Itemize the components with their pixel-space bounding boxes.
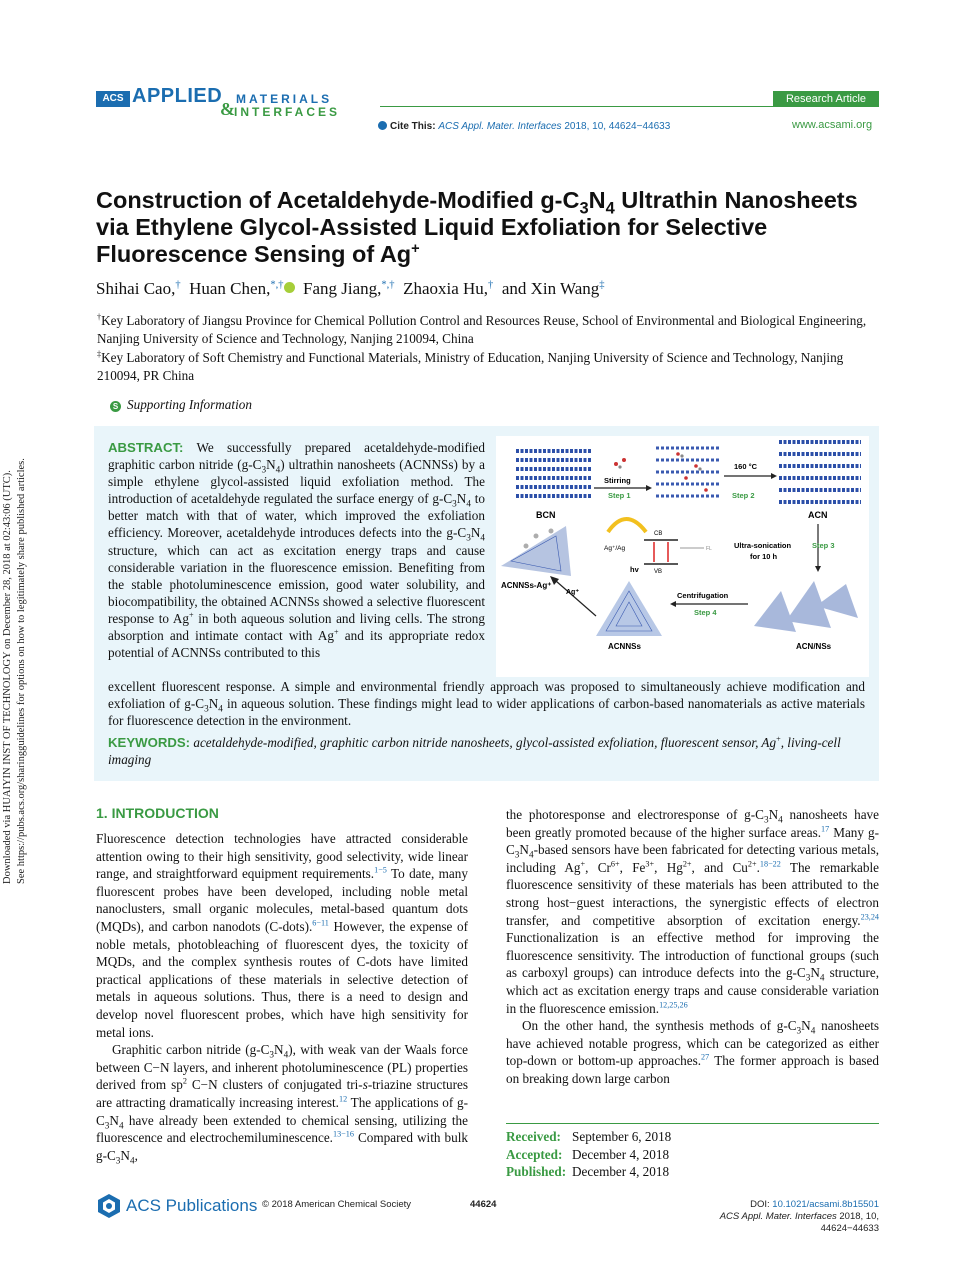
toc-label-step2: Step 2: [732, 491, 755, 500]
author-name[interactable]: Huan Chen,: [189, 279, 271, 298]
ref-link[interactable]: 18−22: [759, 859, 781, 869]
toc-label-fl: FL: [706, 546, 712, 552]
toc-label-step3: Step 3: [812, 541, 835, 550]
affiliation-1: †Key Laboratory of Jiangsu Province for Chemical Pollution Control and Resources Reuse, School of Environmental and Biological Engineering, Nanjing University of Science and Technology, Nanjing 210094, China: [97, 312, 867, 346]
supporting-info-icon: S: [110, 401, 121, 412]
page-number: 44624: [470, 1199, 497, 1210]
ref-link[interactable]: 6−11: [312, 918, 329, 928]
download-notice-line1: Downloaded via HUAIYIN INST OF TECHNOLOGY on December 28, 2018 at 02:43:06 (UTC).: [2, 470, 13, 884]
cite-icon: [378, 121, 387, 130]
acn-nss-sheets-graphic: [754, 581, 858, 632]
acnnss-sheet-graphic: [596, 581, 662, 636]
toc-label-acnns: ACN/NSs: [796, 642, 832, 651]
toc-label-ultra: Ultra-sonication: [734, 541, 792, 550]
ref-link[interactable]: 13−16: [332, 1129, 354, 1139]
website-link[interactable]: www.acsami.org: [792, 119, 873, 131]
author-name[interactable]: Zhaoxia Hu,: [403, 279, 489, 298]
toc-graphic: [496, 436, 869, 677]
intermediate-layers-graphic: [656, 448, 721, 496]
acn-layers-graphic: [779, 442, 861, 502]
date-accepted: Accepted: December 4, 2018: [506, 1146, 670, 1162]
cite-journal[interactable]: ACS Appl. Mater. Interfaces: [438, 121, 562, 132]
cite-label: Cite This:: [390, 121, 436, 132]
energy-diagram-graphic: [608, 519, 704, 564]
ref-link[interactable]: 12: [338, 1094, 348, 1104]
ref-link[interactable]: 23,24: [860, 912, 879, 922]
toc-label-ultra2: for 10 h: [750, 552, 778, 561]
toc-label-step4: Step 4: [694, 608, 717, 617]
intro-left-column: [96, 830, 468, 1164]
article-type-badge: Research Article: [773, 91, 879, 107]
ref-link[interactable]: 17: [821, 824, 830, 834]
toc-label-acnnss-ag: ACNNSs-Ag⁺: [501, 581, 552, 590]
toc-label-vb: VB: [654, 569, 663, 575]
abstract-label: ABSTRACT:: [108, 440, 184, 455]
toc-label-step1: Step 1: [608, 491, 631, 500]
intro-right-column: [506, 806, 879, 1088]
date-published: Published: December 4, 2018: [506, 1164, 670, 1180]
toc-label-stirring: Stirring: [604, 476, 631, 485]
affiliation-2: ‡Key Laboratory of Soft Chemistry and Functional Materials, Ministry of Education, Nanjing University of Science and Technology, Nanjing 210094, PR China: [97, 349, 844, 383]
supporting-info-link[interactable]: S Supporting Information: [110, 397, 252, 413]
toc-label-acn: ACN: [808, 510, 828, 520]
keywords: KEYWORDS: acetaldehyde-modified, graphitic carbon nitride nanosheets, glycol-assisted exfoliation, fluorescent sensor, Ag+, living-cell imaging: [108, 734, 841, 767]
logo-interfaces: INTERFACES: [234, 105, 341, 119]
logo-materials: MATERIALS: [236, 92, 333, 106]
toc-label-bcn: BCN: [536, 510, 556, 520]
citation-line[interactable]: [378, 121, 670, 132]
logo-ampersand: &: [220, 99, 235, 119]
ref-link[interactable]: 12,25,26: [659, 1000, 688, 1010]
intro-paragraph-2: Graphitic carbon nitride $(g-C_3N_4)$, with weak van der Waals force between C−N layers, and inherent photoluminescence (PL) properties derived from $sp^2$ C−N clusters of conjugated tri-s-triazine structures are attracting dramatically increasing interest.$^{12}$ The applications of $g-C_3N_4$ have already been extended to chemical sensing, utilizing the fluorescence and electrochemiluminescence.$^{13-16}$ Compared with bulk $g-C_3N_4$,: [96, 1042, 469, 1166]
ref-link[interactable]: 27: [701, 1052, 710, 1062]
acs-publications-logo[interactable]: ACS Publications: [96, 1193, 257, 1221]
copyright: © 2018 American Chemical Society: [262, 1199, 412, 1210]
orcid-icon[interactable]: [284, 282, 295, 293]
abstract-text: ABSTRACT: We successfully prepared acetaldehyde-modified graphitic carbon nitride $(g-C_3N_4)$ ultrathin nanosheets (ACNNSs) by a simple ethylene glycol-assisted liquid exfoliation method. The introduction of acetaldehyde regulated the surface energy of $g-C_3N_4$ to better match with that of water, which improved the exfoliation efficiency. Moreover, acetaldehyde introduces defects into the $g-C_3N_4$ structure, which can act as excitation energy traps and cause considerable variation in the fluorescence emission. Benefiting from the stable photoluminescence emission, good water solubility, and biocompatibility, the obtained ACNNSs showed a selective fluorescent response to Ag+ in both aqueous solution and living cells. The strong absorption and intimate contact with Ag+ and its appropriate redox potential of ACNNSs contributed to this: [108, 440, 485, 661]
journal-logo: [96, 85, 366, 122]
dates-rule: [506, 1123, 879, 1124]
author-name[interactable]: and Xin Wang: [501, 279, 600, 298]
date-received: Received: September 6, 2018: [506, 1129, 672, 1144]
article-dates: [506, 1128, 671, 1181]
author-name[interactable]: Fang Jiang,: [303, 279, 382, 298]
doi-block: DOI: 10.1021/acsami.8b15501 ACS Appl. Mater. Interfaces 2018, 10, 44624−44633: [719, 1199, 879, 1234]
article-title: Construction of Acetaldehyde-Modified $g-C_3N_4$ Ultrathin Nanosheets via Ethylene Glycol-Assisted Liquid Exfoliation for Selective Fluorescence Sensing of Ag+: [96, 187, 858, 267]
author-name[interactable]: Shihai Cao,: [96, 279, 176, 298]
toc-label-hv: hv: [630, 565, 639, 574]
toc-label-temp: 160 °C: [734, 462, 758, 471]
intro-paragraph-3: the photoresponse and electroresponse of $g-C_3N_4$ nanosheets have been greatly promoted because of the higher surface areas.$^{17}$ Many $g-C_3N_4$-based sensors have been fabricated for detecting various metals, including Ag+, $Cr^{6+}$, $Fe^{3+}$, $Hg^{2+}$, and $Cu^{2+}.^{18-22}$ The remarkable fluorescence sensitivity of these materials has been attributed to the strong host−guest interactions, the synergistic effects of electron transfer, and competitive absorption of excitation energy.$^{23,24}$ Functionalization is an effective method for improving the fluorescence sensitivity. The introduction of functional groups (such as carboxyl groups) can introduce defects into the $g-C_3N_4$ structure, which act as excitation energy traps and cause considerable variation in the fluorescence emission.$^{12,25,26}$: [506, 807, 880, 1016]
keywords-label: KEYWORDS:: [108, 735, 191, 750]
abstract-text-continued: excellent fluorescent response. A simple and environmental friendly approach was proposed to simultaneously achieve modification and exfoliation of $g-C_3N_4$ in aqueous solution. These findings might lead to wider applications of carbon-based nanomaterials as active materials for fluorescence detection in the environment.: [108, 679, 865, 729]
section-heading-introduction: 1. INTRODUCTION: [96, 805, 219, 821]
download-notice-line2[interactable]: See https://pubs.acs.org/sharingguidelines for options on how to legitimately share published articles.: [16, 458, 27, 884]
logo-applied: APPLIED: [132, 85, 223, 107]
toc-label-acnnss: ACNNSs: [608, 642, 641, 651]
acs-hex-icon: [96, 1193, 122, 1219]
author-list: Shihai Cao,† Huan Chen,*,† Fang Jiang,*,† Zhaoxia Hu,† and Xin Wang‡: [96, 279, 605, 298]
bcn-layers-graphic: [516, 451, 591, 496]
arrow-ag: [556, 581, 596, 616]
toc-label-centri: Centrifugation: [677, 591, 729, 600]
doi-link[interactable]: 10.1021/acsami.8b15501: [772, 1199, 879, 1210]
toc-svg: [496, 436, 869, 677]
intro-paragraph-4: On the other hand, the synthesis methods of $g-C_3N_4$ nanosheets have achieved notable progress, which can be categorized as either top-down or bottom-up approaches.$^{27}$ The former approach is based on breaking down large carbon: [506, 1018, 880, 1086]
logo-acs: ACS: [96, 91, 130, 107]
cite-ref[interactable]: 2018, 10, 44624−44633: [564, 121, 671, 132]
intro-paragraph-1: Fluorescence detection technologies have attracted considerable attention owing to their high sensitivity, good selectivity, wide linear range, and straightforward equipment requirements.$^{1-5}$ To date, many fluorescent probes have been developed, including noble metal nanoclusters, small organic molecules, metal-based quantum dots (MQDs), and carbon nanodots (C-dots).$^{6-11}$ However, the expense of noble metals, photobleaching of fluorescent dyes, the toxicity of MQDs, and the complex synthesis routes of C-dots have limited practical applications of these materials in selective detection of metals in aqueous solutions. Thus, there is a need to design and develop novel fluorescent probes, which have high sensitivity for metal ions.: [96, 831, 468, 1040]
toc-label-agp: Ag⁺: [566, 589, 580, 596]
toc-label-agplus-ag: Ag⁺/Ag: [604, 545, 626, 552]
download-notice: [2, 392, 27, 884]
ref-link[interactable]: 1−5: [374, 865, 387, 875]
toc-label-cb: CB: [654, 531, 663, 537]
